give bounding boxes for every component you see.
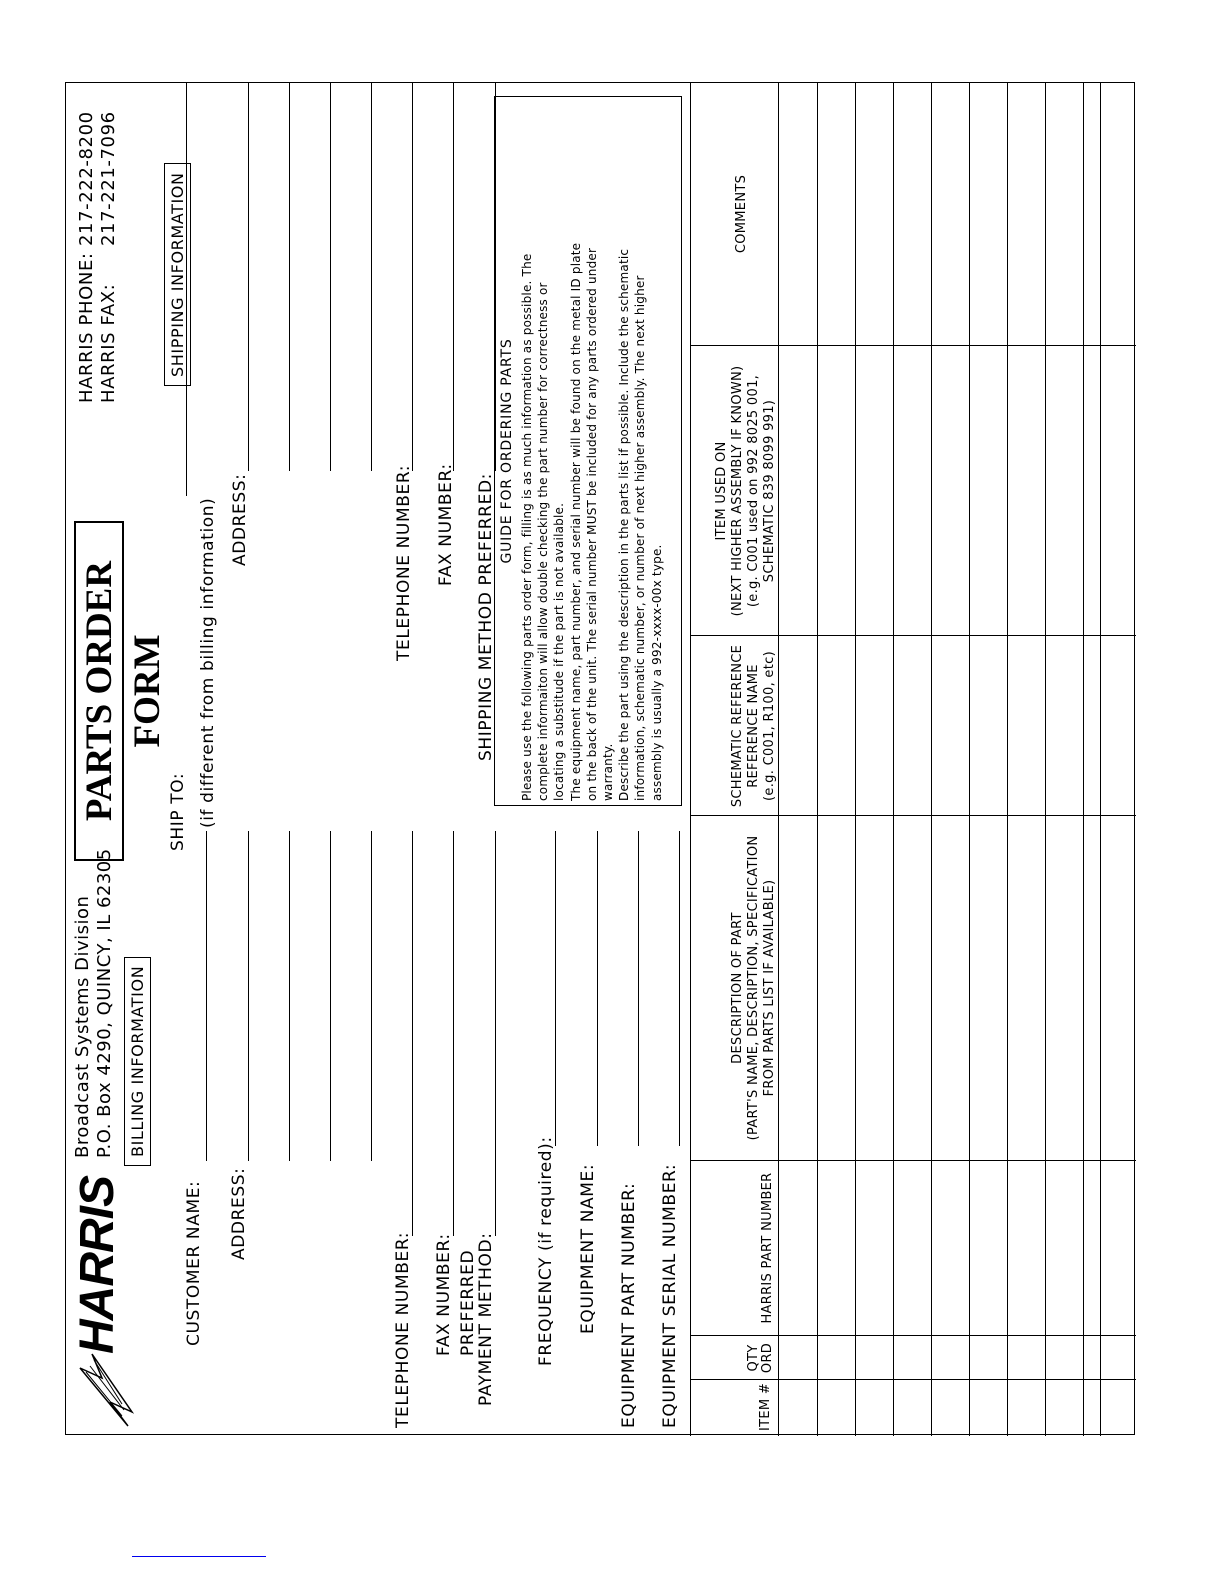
header-description: DESCRIPTION OF PART [730,912,745,1064]
billing-telephone-label: TELEPHONE NUMBER: [393,1231,413,1428]
guide-line: assembly is usually a 992-xxxx-00x type. [649,544,664,801]
logo-wordmark: HARRIS [71,1175,124,1354]
table-row[interactable] [1007,83,1008,1436]
ship-to-note: (if different from billing information) [198,497,218,828]
header-used-on: ITEM USED ON [714,441,729,541]
payment-label-1: PREFERRED [458,1249,478,1356]
ordering-guide [494,96,682,806]
header-item: ITEM # [758,1382,773,1432]
fax-label: HARRIS FAX: [98,283,119,403]
shipping-address-line-2[interactable] [289,83,290,471]
header-qty: QTY [746,1344,761,1372]
guide-line: Please use the following parts order form, filling is as much information as possible. The [520,253,534,801]
header-used-on-detail: (NEXT HIGHER ASSEMBLY IF KNOWN) [730,365,745,617]
header-part-number: HARRIS PART NUMBER [760,1172,775,1324]
phone-number: 217-222-8200 [76,111,97,246]
shipping-fax-field[interactable] [453,83,454,471]
ship-to-label: SHIP TO: [168,772,188,851]
shipping-section-title: SHIPPING INFORMATION [164,163,191,386]
equipment-serial-field[interactable] [679,831,680,1146]
harris-logo [72,1350,138,1430]
column-divider [690,345,1136,346]
fax-number: 217-221-7096 [98,111,119,246]
guide-line: The equipment name, part number, and serial number will be found on the metal ID plate [568,242,583,801]
billing-fax-field[interactable] [453,831,454,1236]
table-row[interactable] [1083,83,1084,1436]
billing-fax-label: FAX NUMBER: [434,1233,454,1356]
shipping-address-line-1[interactable] [248,83,249,471]
billing-address-line-3[interactable] [330,831,331,1161]
equipment-part-field[interactable] [638,831,639,1146]
customer-name-field[interactable] [206,831,207,1161]
table-row[interactable] [1045,83,1046,1436]
guide-heading: GUIDE FOR ORDERING PARTS [499,338,515,564]
guide-line: locating a substitude if the part is not available. [552,502,567,801]
billing-address-line-1[interactable] [248,831,249,1161]
frequency-field[interactable] [555,831,556,1146]
guide-line: Describe the part using the description in the parts list if possible. Include the schematic [617,248,632,801]
shipping-telephone-label: TELEPHONE NUMBER: [394,464,414,661]
header-comments: COMMENTS [734,174,749,254]
form-title: PARTS ORDER FORM [74,521,124,861]
equipment-name-label: EQUIPMENT NAME: [578,1163,598,1334]
equipment-part-label: EQUIPMENT PART NUMBER: [619,1182,639,1428]
company-address: P.O. Box 4290, QUINCY, IL 62305 [94,848,115,1158]
division-name: Broadcast Systems Division [72,895,93,1158]
billing-address-line-2[interactable] [289,831,290,1161]
column-divider [690,1335,1136,1336]
equipment-name-field[interactable] [597,831,598,1146]
header-schematic-example: (e.g. C001, R100, etc) [762,651,777,801]
table-header-border [778,83,779,1436]
header-used-on-example: (e.g. C001 used on 992 8025 001, [746,374,761,608]
footer-link-underline[interactable] [132,1556,266,1557]
header-description-source: FROM PARTS LIST IF AVAILABLE) [762,879,777,1097]
table-row[interactable] [969,83,970,1436]
table-top-border [690,83,691,1436]
parts-order-form [65,82,1135,1435]
ship-to-field[interactable] [186,83,187,496]
billing-address-line-4[interactable] [371,831,372,1161]
form-canvas [66,83,1136,1436]
guide-line: on the back of the unit. The serial number MUST be included for any parts ordered under [584,247,599,801]
shipping-address-line-4[interactable] [371,83,372,471]
billing-telephone-field[interactable] [412,831,413,1236]
frequency-label: FREQUENCY (if required): [536,1136,556,1366]
table-row[interactable] [855,83,856,1436]
table-row[interactable] [931,83,932,1436]
equipment-serial-label: EQUIPMENT SERIAL NUMBER: [660,1163,680,1428]
table-row[interactable] [1100,83,1101,1436]
shipping-address-line-3[interactable] [330,83,331,471]
header-used-on-example-2: SCHEMATIC 839 8099 991) [762,399,777,583]
header-description-detail: (PART'S NAME, DESCRIPTION, SPECIFICATION [746,835,761,1141]
shipping-telephone-field[interactable] [412,83,413,471]
table-row[interactable] [817,83,818,1436]
billing-section-title: BILLING INFORMATION [124,957,151,1166]
payment-method-field[interactable] [495,831,496,1236]
shipping-fax-label: FAX NUMBER: [436,463,456,586]
guide-line: information, schematic number, or number of next higher assembly. The next higher [633,275,648,801]
header-ord: ORD [760,1342,775,1374]
phone-label: HARRIS PHONE: [76,252,97,403]
column-divider [690,635,1136,636]
payment-label-2: PAYMENT METHOD: [476,1232,496,1406]
customer-name-label: CUSTOMER NAME: [184,1180,204,1346]
column-divider [690,1160,1136,1161]
shipping-address-label: ADDRESS: [230,473,250,566]
column-divider [690,1379,1136,1380]
header-schematic: SCHEMATIC REFERENCE [730,644,745,808]
shipping-method-label: SHIPPING METHOD PREFERRED: [476,473,496,761]
billing-address-label: ADDRESS: [229,1167,249,1260]
header-schematic-name: REFERENCE NAME [746,664,761,788]
table-row[interactable] [893,83,894,1436]
guide-line: complete informaiton will allow double checking the part number for correctness or [536,282,551,801]
guide-line: warranty. [601,743,616,801]
